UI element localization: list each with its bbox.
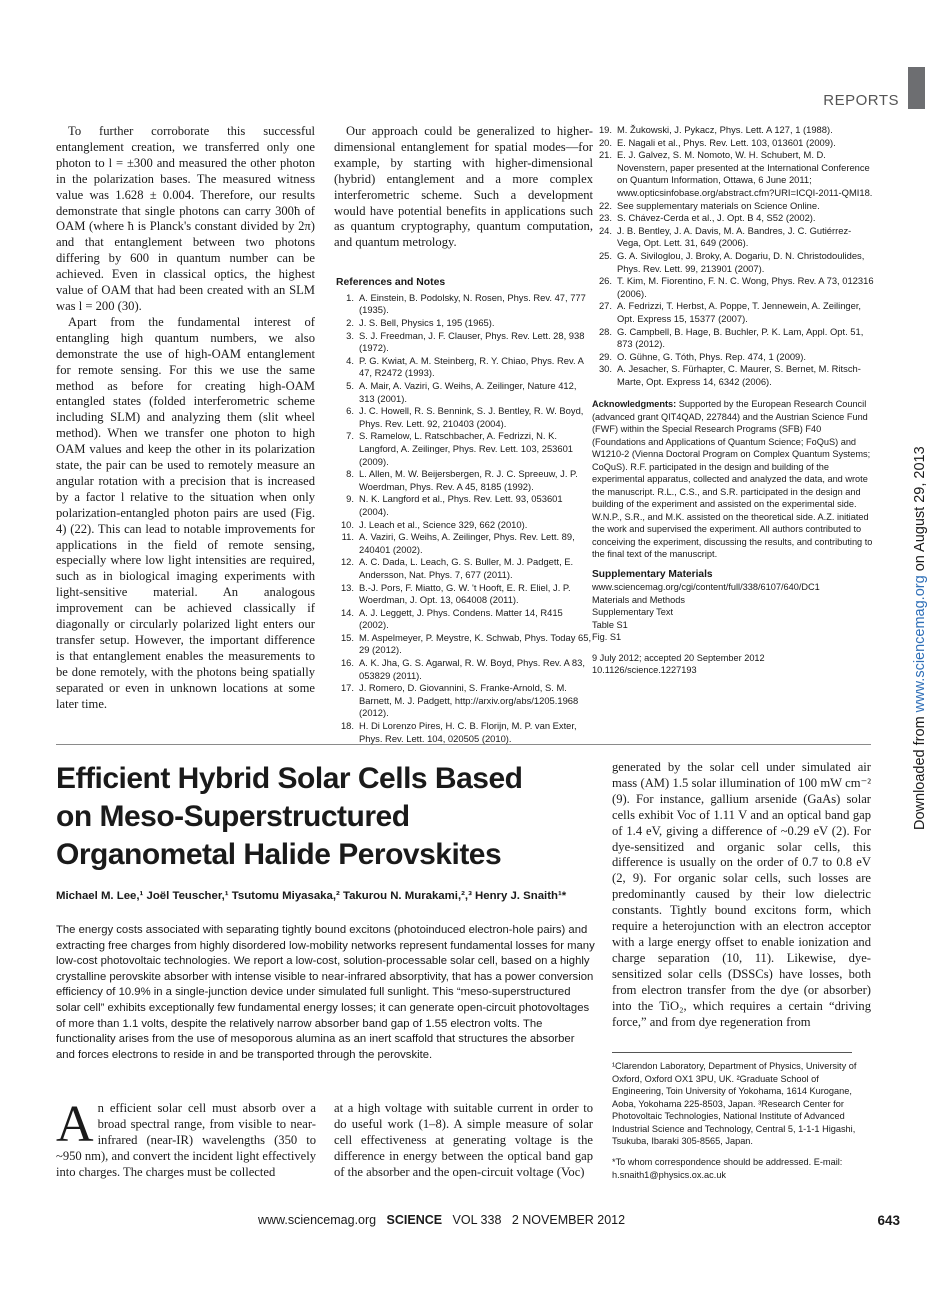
supplementary-line: Materials and Methods	[592, 594, 685, 605]
supplementary-materials	[592, 569, 874, 644]
reference-number: 12.	[340, 556, 354, 568]
body-paragraph: Our approach could be generalized to higher-dimensional entanglement for spatial modes—for example, by starting with higher-dimensional (hybrid) entanglement and a more complex interferometric scheme. Such a development would have potential benefits in applications such as quantum cryptography, quantum computation, and quantum metrology.	[334, 124, 593, 250]
footer-bar	[258, 1213, 625, 1227]
reference-item	[334, 405, 593, 430]
references-list-1	[334, 277, 593, 745]
reference-item	[334, 632, 593, 657]
reference-text: A. Einstein, B. Podolsky, N. Rosen, Phys. Rev. 47, 777 (1935).	[359, 291, 586, 316]
article-abstract: The energy costs associated with separating tightly bound excitons (photoinduced electron-hole pairs) and extracting free charges from highly disordered low-mobility networks represent fundamental losses for many low-cost photovoltaic technologies. We report a low-cost, solution-processable solar cell, based on a highly crystalline perovskite absorber with intense visible to near-infrared absorptivity, that has a power conversion efficiency of 10.9% in a single-junction device under simulated full sunlight. This “meso-superstructured solar cell” exhibits exceptionally few fundamental energy losses; it can generate open-circuit photovoltages of more than 1.1 volts, despite the relatively narrow absorber band gap of 1.55 electron volts. The functionality arises from the use of mesoporous alumina as an inert scaffold that structures the absorber and forces electrons to reside in and be transported through the perovskite.	[56, 924, 595, 1061]
page-number: 643	[877, 1213, 900, 1228]
reference-number: 7.	[346, 430, 354, 442]
reference-number: 2.	[346, 317, 354, 329]
reference-number: 3.	[346, 329, 354, 341]
article-body-column-1	[56, 1096, 316, 1181]
reference-item	[334, 607, 593, 632]
reference-text: J. Leach et al., Science 329, 662 (2010).	[359, 518, 528, 530]
download-notice-suffix: on August 29, 2013	[912, 446, 928, 576]
body-text-block	[334, 124, 593, 251]
article-title-line: on Meso-Superstructured	[56, 800, 410, 833]
reference-text: A. Fedrizzi, T. Herbst, A. Poppe, T. Jennewein, A. Zeilinger, Opt. Express 15, 15377 (2007).	[617, 300, 862, 324]
reference-number: 10.	[340, 518, 354, 530]
reference-item	[592, 149, 874, 199]
reference-number: 28.	[598, 325, 612, 337]
reference-text: J. S. Bell, Physics 1, 195 (1965).	[359, 317, 495, 329]
reference-item	[334, 468, 593, 493]
drop-cap: A	[56, 1096, 94, 1153]
author-affiliations: ¹Clarendon Laboratory, Department of Physics, University of Oxford, Oxford OX1 3PU, UK. ²Graduate School of Engineering, Toin University of Yokohama, 1614 Kurogane, Aoba, Yokohama 225-8503, Japan. ³Research Center for Photovoltaic Technologies, National Institute of Advanced Industrial Science and Technology, Central 5, 1-1-1 Higashi, Tsukuba, Ibaraki 305-8565, Japan.	[612, 1061, 857, 1146]
reference-number: 20.	[598, 136, 612, 148]
download-notice	[912, 446, 928, 830]
reference-item	[592, 200, 874, 213]
article-title	[56, 760, 601, 874]
article-body-column-3: generated by the solar cell under simulated air mass (AM) 1.5 solar illumination of 100 mW cm⁻² (9). For instance, gallium arsenide (GaAs) solar cells exhibit Voc of 1.11 V and an optical band gap of 1.4 eV, giving a difference of ~0.29 eV (2). For dye-sensitized and organic solar cells, this difference is usually on the order of 0.7 to 0.8 eV (2, 9). For organic solar cells, such losses are predominantly caused by their low dielectric constants. Tightly bound excitons form, which require a heterojunction with an electron acceptor with a large energy offset to enable ionization and charge separation (10, 11). Likewise, dye-sensitized solar cells (DSSCs) have losses, both from electron transfer from the dye (or absorber) into the TiO₂, which requires a certain “driving force,” and from dye regeneration from	[612, 760, 871, 1029]
reference-number: 15.	[340, 631, 354, 643]
reference-item	[334, 657, 593, 682]
reference-number: 5.	[346, 380, 354, 391]
reference-item	[592, 212, 874, 225]
received-accepted-date: 9 July 2012; accepted 20 September 2012	[592, 652, 765, 663]
reference-number: 11.	[341, 531, 354, 543]
reference-item	[592, 124, 874, 137]
reference-text: G. A. Siviloglou, J. Broky, A. Dogariu, D. N. Christodoulides, Phys. Rev. Lett. 99, 213901 (2007).	[617, 249, 865, 274]
reference-number: 24.	[598, 224, 612, 236]
reference-number: 22.	[598, 199, 612, 211]
reference-number: 21.	[598, 149, 612, 161]
reference-number: 16.	[340, 657, 354, 669]
references-title: References and Notes	[336, 277, 446, 289]
reference-text: T. Kim, M. Fiorentino, F. N. C. Wong, Phys. Rev. A 73, 012316 (2006).	[617, 275, 874, 299]
reference-item	[592, 300, 874, 325]
footer-volume: VOL 338	[452, 1213, 502, 1227]
footer-journal: SCIENCE	[386, 1213, 443, 1227]
download-notice-link[interactable]: www.sciencemag.org	[912, 575, 928, 713]
reference-number: 4.	[346, 354, 354, 366]
reference-number: 25.	[598, 249, 612, 261]
reference-number: 14.	[340, 606, 354, 618]
reference-item	[334, 355, 593, 380]
previous-article-column-1	[56, 124, 315, 713]
references-list-2	[592, 124, 874, 388]
footer-date: 2 NOVEMBER 2012	[511, 1213, 626, 1227]
footer-url[interactable]: www.sciencemag.org	[258, 1213, 377, 1227]
article-body-column-2: at a high voltage with suitable current in order to do useful work (1–8). A simple measure of solar cell effectiveness at generating voltage is the difference in energy between the optical band gap of the absorber and the open-circuit voltage (Voc)	[334, 1101, 593, 1179]
body-paragraph: To further corroborate this successful entanglement creation, we transferred only one photon to l = ±300 and measured the other photon in the polarization bases. The measured witness value was 1.628 ± 0.004. Therefore, our results demonstrate that single photons can carry 300ħ of OAM (where ħ is Planck's constant divided by 2π) and that entanglement between two photons differing by 600 in quantum number can be achieved. Even in classical optics, the highest value of OAM that had been created with an SLM was l = 200 (30).	[56, 124, 315, 313]
reference-item	[592, 351, 874, 364]
reference-item	[592, 137, 874, 150]
reference-item	[592, 250, 874, 275]
acknowledgments-label: Acknowledgments:	[592, 399, 677, 410]
article-authors: Michael M. Lee,¹ Joël Teuscher,¹ Tsutomu Miyasaka,² Takurou N. Murakami,²,³ Henry J. Snaith¹*	[56, 890, 567, 902]
reference-text: P. G. Kwiat, A. M. Steinberg, R. Y. Chiao, Phys. Rev. A 47, R2472 (1993).	[359, 354, 584, 379]
body-paragraph: Apart from the fundamental interest of entangling high quantum numbers, we also demonstrate the use of high-OAM entanglement for remote sensing. For this we use the same method as before for creating high-OAM entangled states (folded interferometric scheme including SLM) and analyzing them (slit wheel method). When we transfer one photon to high OAM values and keep the other in its polarization state, the pair can be used to remotely measure an angular rotation with a precision that is increased by a factor l relative to the situation when only polarization-entangled photon pairs are used (Fig. 4) (22). This can lead to notable improvements for applications in the field of remote sensing, especially where low light intensities are required, such as in biological imaging experiments with light-sensitive material. An analogous improvement can be achieved classically if diagonally or circularly polarized light enters our transfer setup. However, the important difference is that entanglement enables the measurements to be done remotely, with the photons being spatially separated or even in unknown locations at some later time.	[56, 314, 315, 711]
previous-article-column-2	[334, 124, 593, 745]
reference-item	[334, 556, 593, 581]
reference-item	[592, 326, 874, 351]
reference-text: S. J. Freedman, J. F. Clauser, Phys. Rev. Lett. 28, 938 (1972).	[359, 329, 585, 354]
reference-number: 27.	[598, 300, 612, 312]
reference-text: J. Romero, D. Giovannini, S. Franke-Arnold, S. M. Barnett, M. J. Padgett, http://arxiv.org/abs/1205.1968 (2012).	[359, 682, 579, 719]
publication-dates	[592, 652, 874, 677]
reference-item	[334, 292, 593, 317]
reference-number: 1.	[346, 291, 354, 303]
reference-text: G. Campbell, B. Hage, B. Buchler, P. K. Lam, Appl. Opt. 51, 873 (2012).	[617, 325, 864, 350]
section-label: REPORTS	[823, 92, 899, 109]
reference-text: See supplementary materials on Science Online.	[617, 199, 820, 211]
reference-text: E. Nagali et al., Phys. Rev. Lett. 103, 013601 (2009).	[617, 136, 836, 148]
reference-text: O. Gühne, G. Tóth, Phys. Rep. 474, 1 (2009).	[617, 350, 806, 362]
reference-item	[334, 317, 593, 330]
reference-text: E. J. Galvez, S. M. Nomoto, W. H. Schubert, M. D. Novenstern, paper presented at the International Conference on Quantum Information, Ottawa, 6 June 2011; www.opticsinfobase.org/abstract.cfm?URI=ICQI-2011-QMI18.	[617, 149, 873, 198]
section-tab-marker	[908, 67, 925, 109]
supplementary-title: Supplementary Materials	[592, 568, 713, 580]
reference-number: 8.	[346, 468, 354, 480]
reference-text: L. Allen, M. W. Beijersbergen, R. J. C. Spreeuw, J. P. Woerdman, Phys. Rev. A 45, 8185 (1992).	[359, 468, 578, 492]
supplementary-line: Table S1	[592, 619, 628, 630]
correspondence-note: *To whom correspondence should be addressed. E-mail: h.snaith1@physics.ox.ac.uk	[612, 1157, 843, 1180]
reference-number: 17.	[340, 682, 354, 694]
reference-text: S. Ramelow, L. Ratschbacher, A. Fedrizzi, N. K. Langford, A. Zeilinger, Phys. Rev. Lett. 103, 253601 (2009).	[359, 430, 574, 467]
reference-number: 30.	[598, 363, 612, 375]
reference-item	[334, 430, 593, 468]
reference-text: B.-J. Pors, F. Miatto, G. W. 't Hooft, E. R. Eliel, J. P. Woerdman, J. Opt. 13, 064008 (2011).	[359, 581, 571, 606]
doi: 10.1126/science.1227193	[592, 665, 697, 676]
reference-number: 26.	[598, 275, 612, 287]
article-title-line: Organometal Halide Perovskites	[56, 838, 502, 871]
reference-text: J. C. Howell, R. S. Bennink, S. J. Bentley, R. W. Boyd, Phys. Rev. Lett. 92, 210403 (2004).	[359, 405, 584, 429]
reference-number: 23.	[598, 212, 612, 224]
reference-number: 9.	[346, 493, 354, 505]
reference-number: 6.	[346, 405, 354, 417]
reference-item	[592, 363, 874, 388]
reference-item	[334, 531, 593, 556]
body-paragraph: n efficient solar cell must absorb over a broad spectral range, from visible to near-infrared (near-IR) wavelengths (350 to ~950 nm), and convert the incident light effectively into charges. The charges must be collected	[56, 1101, 316, 1179]
reference-number: 29.	[598, 350, 612, 362]
reference-text: N. K. Langford et al., Phys. Rev. Lett. 93, 053601 (2004).	[359, 493, 563, 517]
supplementary-line[interactable]: www.sciencemag.org/cgi/content/full/338/6107/640/DC1	[592, 582, 820, 593]
reference-item	[334, 380, 593, 405]
footnote-rule	[612, 1052, 852, 1053]
reference-text: M. Aspelmeyer, P. Meystre, K. Schwab, Phys. Today 65, 29 (2012).	[359, 631, 592, 656]
reference-text: A. J. Leggett, J. Phys. Condens. Matter 14, R415 (2002).	[359, 606, 563, 631]
acknowledgments	[592, 398, 874, 561]
reference-text: A. Mair, A. Vaziri, G. Weihs, A. Zeilinger, Nature 412, 313 (2001).	[359, 380, 577, 404]
reference-text: J. B. Bentley, J. A. Davis, M. A. Bandres, J. C. Gutiérrez-Vega, Opt. Lett. 31, 649 (2006).	[617, 224, 852, 249]
reference-item	[334, 720, 593, 745]
reference-text: A. Vaziri, G. Weihs, A. Zeilinger, Phys. Rev. Lett. 89, 240401 (2002).	[359, 531, 575, 555]
reference-item	[334, 682, 593, 720]
reference-item	[334, 493, 593, 518]
reference-number: 18.	[340, 720, 354, 732]
acknowledgments-text: Supported by the European Research Council (advanced grant QIT4QAD, 227844) and the Austrian Science Fund (FWF) within the Special Research Programs (SFB) F40 (Foundations and Applications of Quantum Science; FoQuS) and W1210-2 (Vienna Doctoral Program on Complex Quantum Systems; CoQuS). R.F. participated in the design and building of the experimental apparatus, collected and analyzed the data, and wrote the manuscript. R.L., C.S., and S.R. participated in the design and building of the experiment and assisted on the experimental side. W.N.P., S.R., and M.K. assisted on the theoretical side. A.Z. initiated the work and supervised the experiment. All authors contributed to conceiving the experiment, discussing the results, and contributing to the final text of the manuscript.	[592, 399, 873, 560]
reference-item	[334, 330, 593, 355]
reference-text: S. Chávez-Cerda et al., J. Opt. B 4, S52 (2002).	[617, 212, 816, 224]
reference-text: H. Di Lorenzo Pires, H. C. B. Florijn, M. P. van Exter, Phys. Rev. Lett. 104, 020505 (2010).	[359, 720, 577, 744]
previous-article-column-3	[592, 124, 874, 677]
download-notice-prefix: Downloaded from	[912, 712, 928, 830]
reference-item	[592, 225, 874, 250]
article-title-line: Efficient Hybrid Solar Cells Based	[56, 762, 523, 795]
supplementary-line: Fig. S1	[592, 632, 622, 643]
reference-text: M. Žukowski, J. Pykacz, Phys. Lett. A 127, 1 (1988).	[617, 124, 833, 135]
supplementary-line: Supplementary Text	[592, 607, 674, 618]
reference-number: 13.	[340, 581, 354, 593]
reference-item	[334, 582, 593, 607]
article-divider	[56, 744, 871, 745]
reference-text: A. C. Dada, L. Leach, G. S. Buller, M. J. Padgett, E. Andersson, Nat. Phys. 7, 677 (2011).	[359, 556, 574, 580]
reference-text: A. Jesacher, S. Fürhapter, C. Maurer, S. Bernet, M. Ritsch-Marte, Opt. Express 14, 6342 (2006).	[617, 363, 861, 387]
reference-number: 19.	[598, 124, 612, 135]
reference-text: A. K. Jha, G. S. Agarwal, R. W. Boyd, Phys. Rev. A 83, 053829 (2011).	[359, 657, 585, 681]
reference-item	[334, 519, 593, 532]
reference-item	[592, 275, 874, 300]
